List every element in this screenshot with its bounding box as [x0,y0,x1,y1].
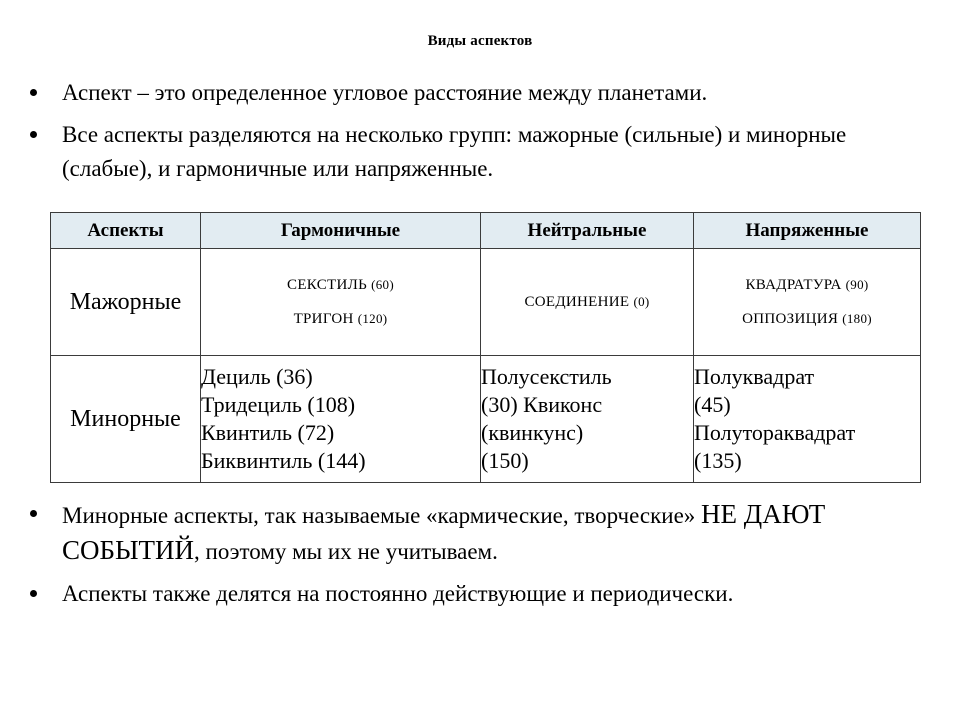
aspect-degrees: (120) [357,311,388,326]
table-row [51,356,921,483]
row-label-minor: Минорные [51,356,201,483]
cell-minor-harmonious [201,356,481,483]
table-header-row [51,213,921,249]
aspect-entry [201,302,480,336]
column-header-neutral: Нейтральные [481,213,694,249]
list-item [24,577,936,611]
aspect-name: ТРИГОН [293,311,354,327]
aspect-entry: (30) Квиконс [481,392,603,417]
aspect-name: КВАДРАТУРА [745,277,842,293]
cell-minor-tense [694,356,921,483]
aspect-entry: Полутораквадрат [694,420,856,445]
column-header-aspects: Аспекты [51,213,201,249]
aspect-entry: (квинкунс) [481,420,584,445]
list-item [24,497,936,569]
cell-minor-neutral [481,356,694,483]
aspect-entry: (135) [694,448,742,473]
aspect-entry: (45) [694,392,731,417]
aspect-entry: Полусекстиль [481,364,612,389]
bullet-dot-icon [30,131,37,138]
row-label-major: Мажорные [51,249,201,356]
aspect-entry: Квинтиль (72) [201,420,335,445]
bullet-text: Аспекты также делятся на постоянно действующие и периодически. [62,581,734,606]
bullet-dot-icon [30,510,37,517]
bullet-text: Аспект – это определенное угловое расстояние между планетами. [62,80,708,105]
aspect-degrees: (60) [371,277,394,292]
aspect-name: ОППОЗИЦИЯ [742,311,839,327]
aspect-entry [481,285,693,319]
bullet-text-emphasis: НЕ ДАЮТ СОБЫТИЙ [62,499,826,565]
bullet-dot-icon [30,590,37,597]
cell-major-neutral [481,249,694,356]
top-bullet-list [24,76,936,186]
cell-major-tense [694,249,921,356]
column-header-tense: Напряженные [694,213,921,249]
aspect-entry: Дециль (36) [201,364,313,389]
aspect-degrees: (90) [845,277,869,292]
table-row [51,249,921,356]
bullet-dot-icon [30,89,37,96]
aspect-entry [201,268,480,302]
aspect-entry: Тридециль (108) [201,392,356,417]
aspects-table [50,212,921,483]
page-title: Виды аспектов [427,33,533,49]
bullet-text [62,497,936,569]
bottom-bullet-list [24,497,936,611]
aspect-entry: Полуквадрат [694,364,815,389]
aspect-entry [694,268,920,302]
cell-major-harmonious [201,249,481,356]
column-header-harmonious: Гармоничные [201,213,481,249]
aspect-entry: (150) [481,448,529,473]
aspect-degrees: (180) [842,311,872,326]
aspect-degrees: (0) [633,294,650,309]
list-item [24,118,936,186]
aspect-entry: Биквинтиль (144) [201,448,366,473]
bullet-text-lead: Минорные аспекты, так называемые «кармические, творческие» [62,503,702,528]
list-item [24,76,936,110]
bullet-text-tail: , поэтому мы их не учитываем. [194,539,498,564]
bullet-text: Все аспекты разделяются на несколько групп: мажорные (сильные) и минорные (слабые), и гармоничные или напряженные. [62,122,847,181]
aspect-name: СЕКСТИЛЬ [287,277,368,293]
aspect-entry [694,302,920,336]
aspect-name: СОЕДИНЕНИЕ [524,294,630,310]
